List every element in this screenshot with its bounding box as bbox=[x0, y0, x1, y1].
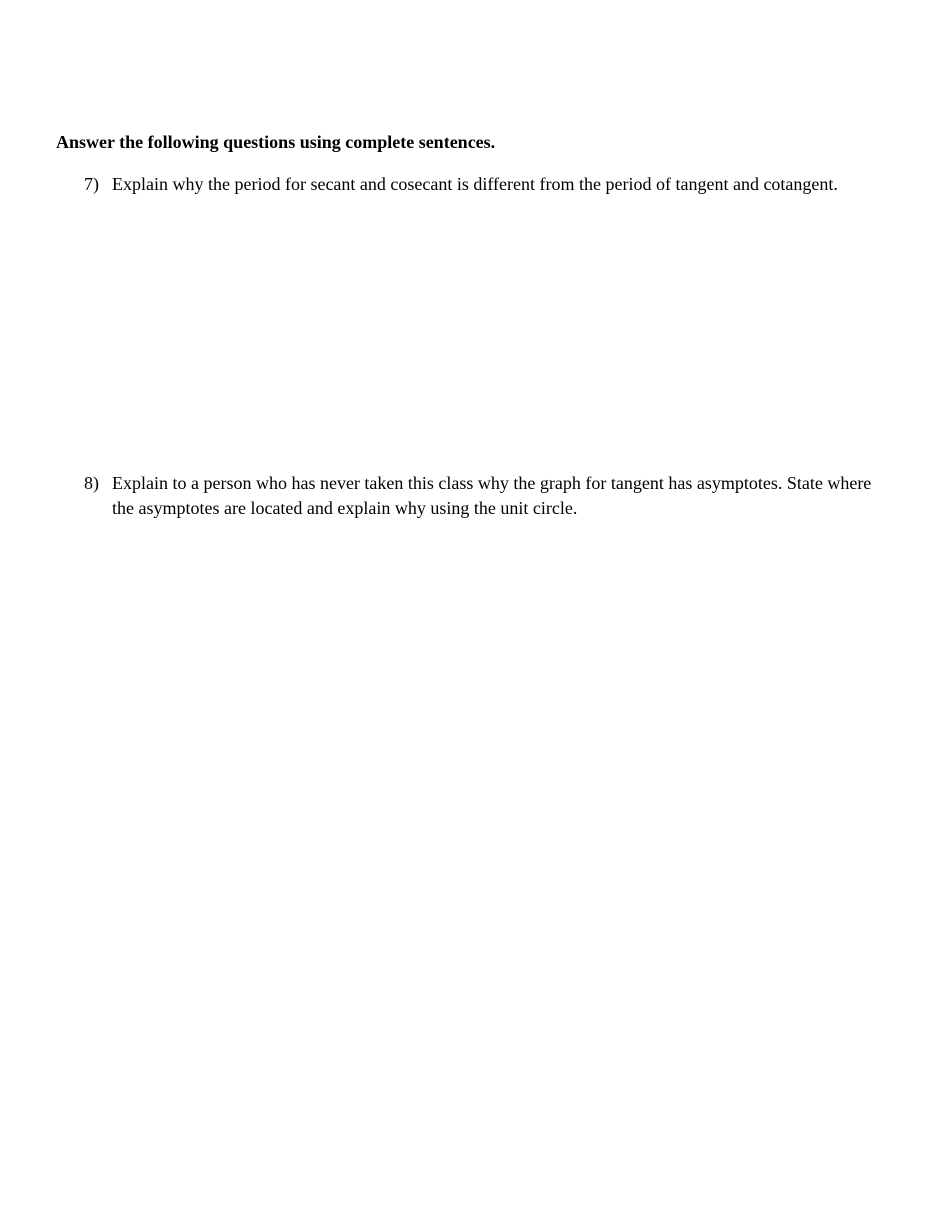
instructions-heading: Answer the following questions using complete sentences. bbox=[56, 132, 496, 152]
question-8 bbox=[84, 471, 884, 521]
question-number: 8) bbox=[84, 473, 99, 493]
question-text: Explain why the period for secant and cosecant is different from the period of tangent and cotangent. bbox=[112, 174, 838, 194]
question-7 bbox=[84, 172, 884, 197]
question-text: Explain to a person who has never taken this class why the graph for tangent has asymptotes. State where the asymptotes are located and explain why using the unit circle. bbox=[112, 473, 872, 518]
question-number: 7) bbox=[84, 174, 99, 194]
